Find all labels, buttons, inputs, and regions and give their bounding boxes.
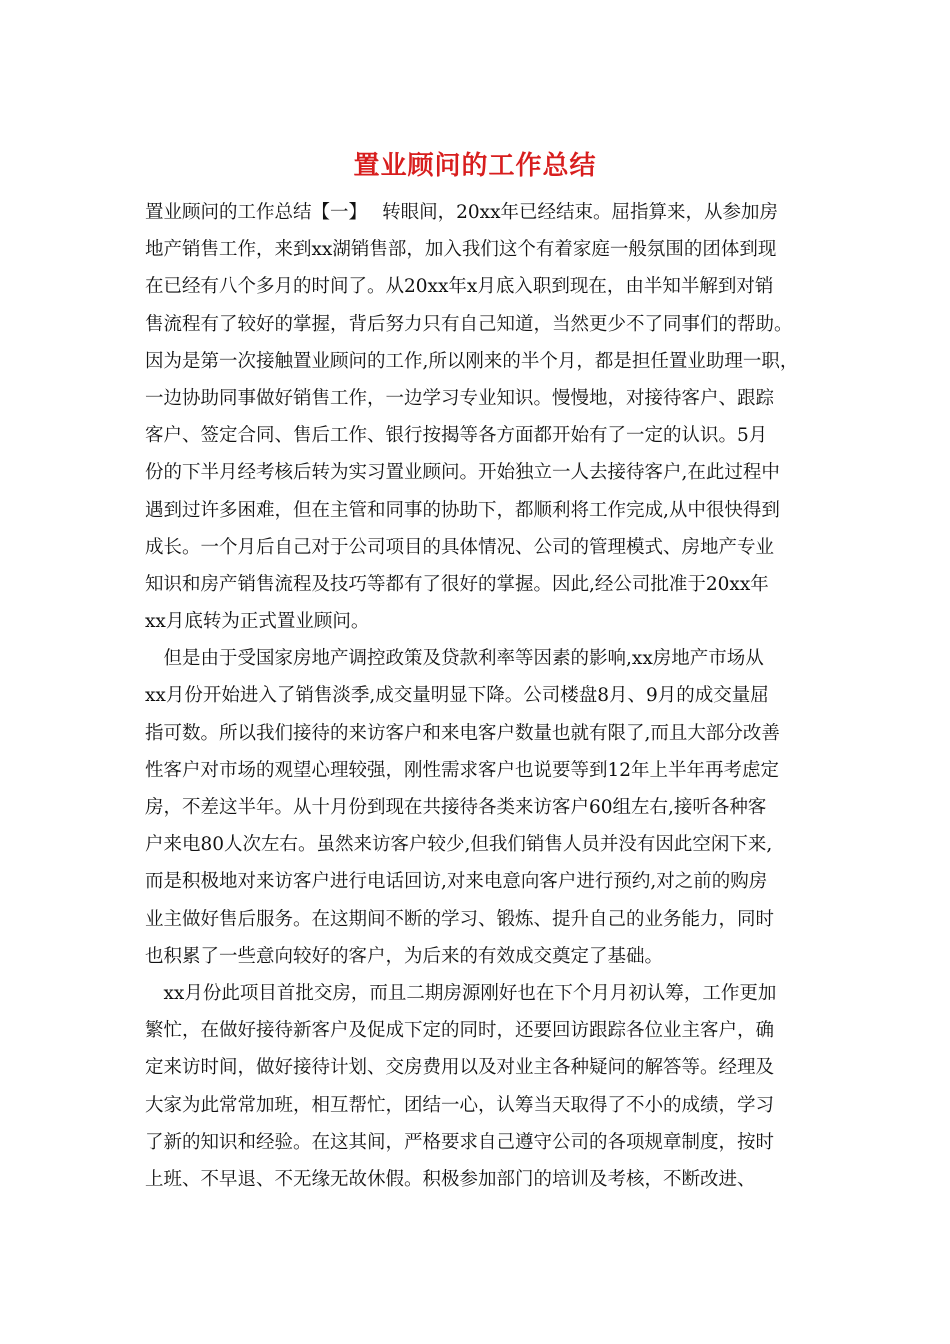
text-line: 知识和房产销售流程及技巧等都有了很好的掌握。因此,经公司批准于20xx年 [145, 573, 769, 595]
text-line: 售流程有了较好的掌握，背后努力只有自己知道，当然更少不了同事们的帮助。 [145, 313, 793, 335]
text-line: 因为是第一次接触置业顾问的工作,所以刚来的半个月，都是担任置业助理一职， [145, 350, 799, 372]
text-line: 置业顾问的工作总结【一】 转眼间，20xx年已经结束。屈指算来，从参加房 [145, 202, 779, 223]
text-line: 而是积极地对来访客户进行电话回访,对来电意向客户进行预约,对之前的购房 [145, 871, 768, 893]
text-line: xx月底转为正式置业顾问。 [145, 611, 370, 633]
text-line: 成长。一个月后自己对于公司项目的具体情况、公司的管理模式、房地产专业 [145, 536, 775, 558]
document-body [145, 194, 810, 1198]
text-line: 上班、不早退、不无缘无故休假。积极参加部门的培训及考核，不断改进、 [145, 1168, 756, 1190]
text-line: 房，不差这半年。从十月份到现在共接待各类来访客户60组左右,接听各种客 [145, 797, 767, 818]
text-line: xx月份开始进入了销售淡季,成交量明显下降。公司楼盘8月、9月的成交量屈 [145, 685, 769, 707]
text-line: 大家为此常常加班，相互帮忙，团结一心，认筹当天取得了不小的成绩，学习 [145, 1094, 775, 1116]
text-line: 业主做好售后服务。在这期间不断的学习、锻炼、提升自己的业务能力，同时 [145, 908, 775, 930]
document-title: 置业顾问的工作总结 [353, 151, 597, 181]
text-line: 性客户对市场的观望心理较强，刚性需求客户也说要等到12年上半年再考虑定 [145, 759, 780, 781]
text-line: 指可数。所以我们接待的来访客户和来电客户数量也就有限了,而且大部分改善 [145, 722, 780, 744]
text-line: 但是由于受国家房地产调控政策及贷款利率等因素的影响,xx房地产市场从 [145, 648, 764, 670]
text-line: 繁忙，在做好接待新客户及促成下定的同时，还要回访跟踪各位业主客户，确 [145, 1020, 775, 1042]
text-line: 一边协助同事做好销售工作，一边学习专业知识。慢慢地，对接待客户、跟踪 [145, 387, 775, 409]
text-line: 户来电80人次左右。虽然来访客户较少,但我们销售人员并没有因此空闲下来, [145, 834, 773, 856]
text-line: 客户、签定合同、售后工作、银行按揭等各方面都开始有了一定的认识。5月 [145, 425, 768, 447]
text-line: 也积累了一些意向较好的客户，为后来的有效成交奠定了基础。 [145, 945, 664, 967]
text-line: 遇到过许多困难，但在主管和同事的协助下，都顺利将工作完成,从中很快得到 [145, 499, 780, 521]
text-line: 了新的知识和经验。在这其间，严格要求自己遵守公司的各项规章制度，按时 [145, 1131, 775, 1153]
text-line: 定来访时间，做好接待计划、交房费用以及对业主各种疑问的解答等。经理及 [145, 1057, 775, 1079]
text-line: 地产销售工作，来到xx湖销售部，加入我们这个有着家庭一般氛围的团体到现 [145, 239, 777, 261]
text-line: xx月份此项目首批交房，而且二期房源刚好也在下个月月初认筹，工作更加 [145, 982, 777, 1004]
text-line: 在已经有八个多月的时间了。从20xx年x月底入职到现在，由半知半解到对销 [145, 276, 774, 298]
text-line: 份的下半月经考核后转为实习置业顾问。开始独立一人去接待客户,在此过程中 [145, 462, 780, 484]
